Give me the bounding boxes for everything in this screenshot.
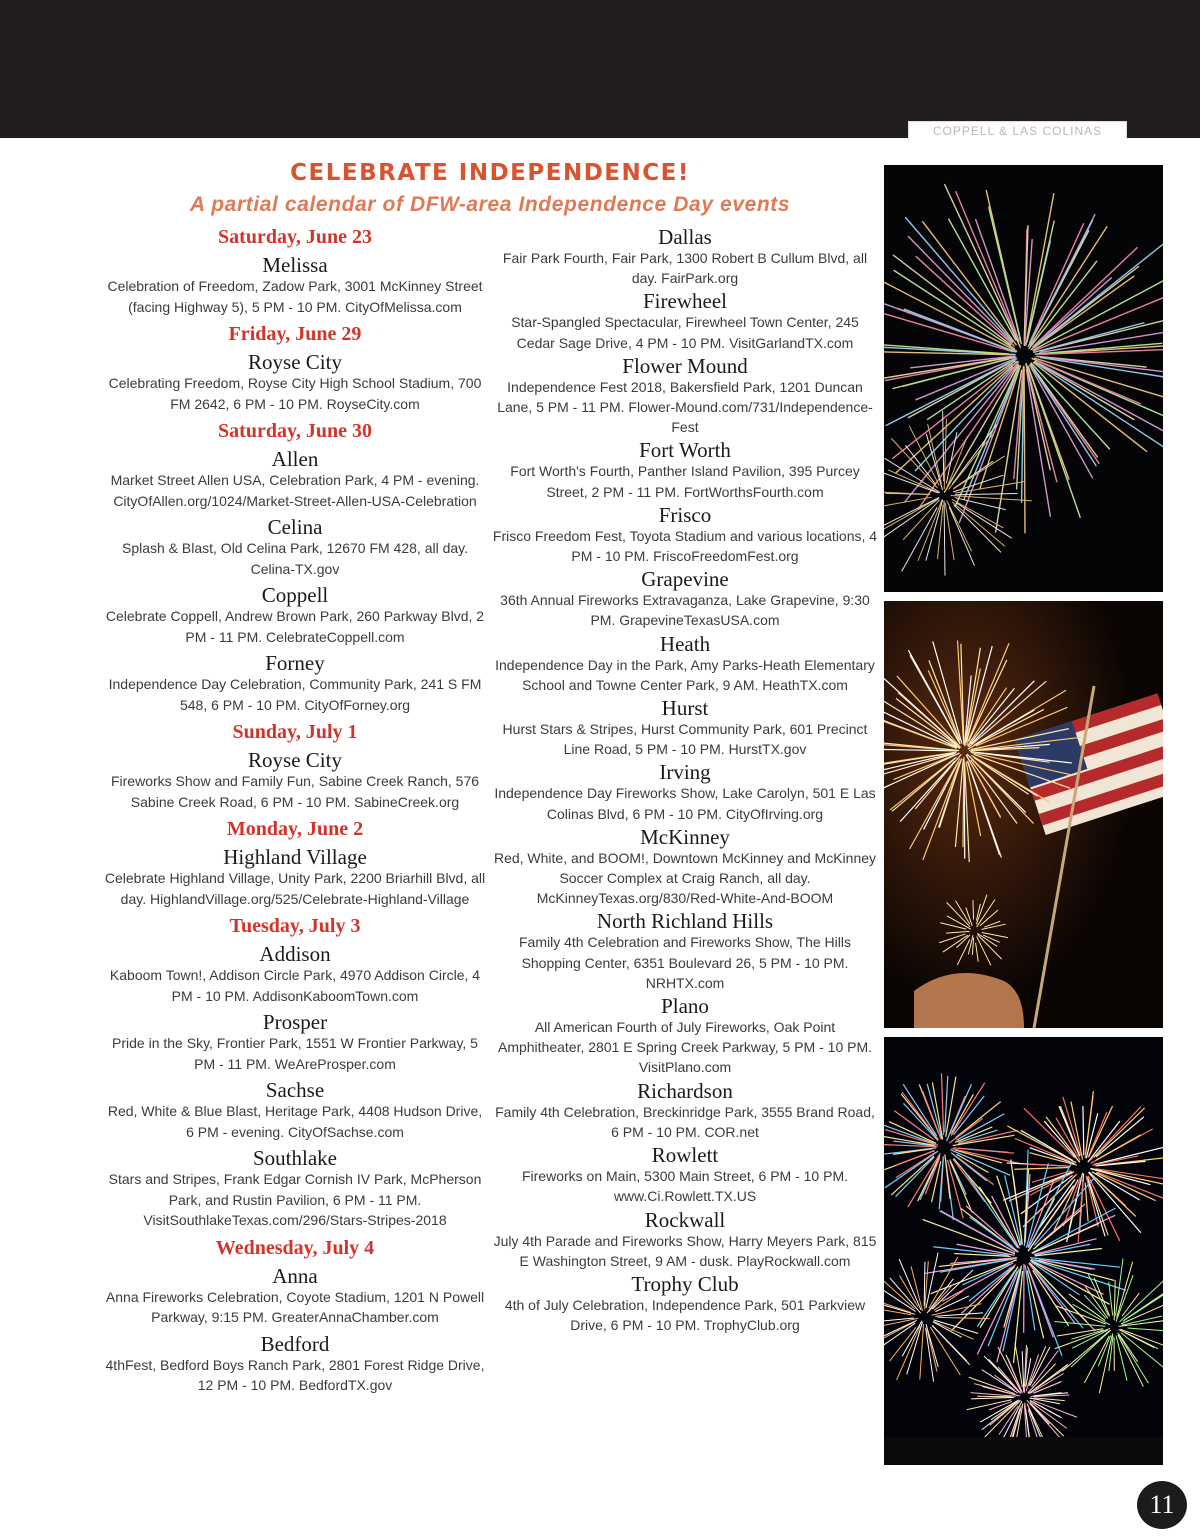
- event-city: Frisco: [658, 502, 712, 527]
- date-heading: Sunday, July 1: [232, 721, 358, 743]
- header-band: [0, 0, 1200, 138]
- event-city: North Richland Hills: [596, 909, 774, 934]
- left-event-column: [104, 225, 486, 1401]
- event-description: Independence Day in the Park, Amy Parks-Heath Elementary School and Towne Center Park, 9 AM. HeathTX.com: [495, 656, 875, 693]
- sparkler-flag-photo: [884, 601, 1163, 1028]
- event-city: Fort Worth: [639, 438, 731, 463]
- event-entry: [104, 846, 486, 909]
- page-subtitle: A partial calendar of DFW-area Independence Day events: [189, 193, 791, 216]
- event-city: Bedford: [260, 1331, 330, 1356]
- event-entry: [492, 995, 878, 1078]
- event-entry: [104, 448, 486, 511]
- event-description: Independence Day Celebration, Community Park, 241 S FM 548, 6 PM - 10 PM. CityOfForney.org: [108, 676, 482, 713]
- event-city: McKinney: [640, 824, 730, 849]
- event-description: Fireworks on Main, 5300 Main Street, 6 PM - 10 PM. www.Ci.Rowlett.TX.US: [521, 1168, 848, 1205]
- date-heading: Monday, June 2: [226, 818, 364, 840]
- event-city: Rowlett: [651, 1143, 719, 1168]
- event-city: Coppell: [261, 583, 329, 607]
- right-event-column: [492, 226, 878, 1337]
- event-description: All American Fourth of July Fireworks, Oak Point Amphitheater, 2801 E Spring Creek Parkway, 5 PM - 10 PM. VisitPlano.com: [497, 1019, 873, 1076]
- event-description: Frisco Freedom Fest, Toyota Stadium and various locations, 4 PM - 10 PM. FriscoFreedomFest.org: [492, 527, 878, 565]
- event-description: Celebration of Freedom, Zadow Park, 3001 McKinney Street (facing Highway 5), 5 PM - 10 PM. CityOfMelissa.com: [107, 278, 483, 315]
- event-city: Trophy Club: [631, 1271, 739, 1296]
- date-heading: Wednesday, July 4: [215, 1236, 375, 1259]
- event-city: Addison: [259, 942, 331, 966]
- event-entry: [492, 697, 878, 759]
- event-entry: [492, 633, 878, 695]
- event-description: Celebrate Coppell, Andrew Brown Park, 260 Parkway Blvd, 2 PM - 11 PM. CelebrateCoppell.com: [105, 608, 485, 645]
- event-city: Anna: [272, 1263, 318, 1288]
- event-city: Dallas: [658, 225, 712, 249]
- event-description: Star-Spangled Spectacular, Firewheel Town Center, 245 Cedar Sage Drive, 4 PM - 10 PM. VisitGarlandTX.com: [511, 314, 859, 351]
- event-description: 4thFest, Bedford Boys Ranch Park, 2801 Forest Ridge Drive, 12 PM - 10 PM. BedfordTX.gov: [105, 1356, 485, 1393]
- event-description: Hurst Stars & Stripes, Hurst Community Park, 601 Precinct Line Road, 5 PM - 10 PM. HurstTX.gov: [502, 721, 868, 758]
- event-description: Pride in the Sky, Frontier Park, 1551 W Frontier Parkway, 5 PM - 11 PM. WeAreProsper.com: [112, 1035, 478, 1072]
- event-entry: [104, 1265, 486, 1328]
- date-heading: Tuesday, July 3: [229, 915, 361, 937]
- event-entry: [492, 226, 878, 288]
- event-description: Fireworks Show and Family Fun, Sabine Creek Ranch, 576 Sabine Creek Road, 6 PM - 10 PM. SabineCreek.org: [110, 773, 480, 810]
- event-city: Flower Mound: [622, 353, 748, 378]
- event-city: Highland Village: [223, 845, 367, 869]
- event-description: Red, White & Blue Blast, Heritage Park, 4408 Hudson Drive, 6 PM - evening. CityOfSachse.com: [107, 1103, 483, 1140]
- event-description: Independence Day Fireworks Show, Lake Carolyn, 501 E Las Colinas Blvd, 6 PM - 10 PM. CityOfIrving.org: [494, 785, 876, 822]
- event-city: Irving: [659, 760, 711, 785]
- event-entry: [492, 761, 878, 823]
- event-description: Celebrate Highland Village, Unity Park, 2200 Briarhill Blvd, all day. HighlandVillage.org/525/Celebrate-Highland-Village: [104, 870, 486, 907]
- event-city: Heath: [659, 631, 711, 656]
- event-description: July 4th Parade and Fireworks Show, Harry Meyers Park, 815 E Washington Street, 9 AM - dusk. PlayRockwall.com: [493, 1232, 877, 1269]
- event-entry: [492, 910, 878, 993]
- page-title: CELEBRATE INDEPENDENCE!: [290, 160, 690, 186]
- event-description: Fort Worth's Fourth, Panther Island Pavilion, 395 Purcey Street, 2 PM - 11 PM. FortWorthsFourth.com: [510, 463, 860, 500]
- section-tag: COPPELL & LAS COLINAS: [908, 121, 1127, 139]
- event-entry: [492, 826, 878, 909]
- fireworks-photo: [884, 165, 1163, 592]
- event-entry: [104, 1333, 486, 1396]
- page-number: 11: [1137, 1481, 1187, 1529]
- event-city: Sachse: [265, 1078, 325, 1102]
- event-entry: [492, 439, 878, 501]
- event-city: Hurst: [661, 696, 709, 721]
- event-description: Splash & Blast, Old Celina Park, 12670 FM 428, all day. Celina-TX.gov: [121, 540, 469, 577]
- event-city: Melissa: [262, 253, 328, 277]
- event-city: Allen: [271, 447, 319, 471]
- event-description: Family 4th Celebration and Fireworks Show, The Hills Shopping Center, 6351 Boulevard 26, 5 PM - 10 PM. NRHTX.com: [519, 934, 851, 991]
- event-description: Red, White, and BOOM!, Downtown McKinney and McKinney Soccer Complex at Craig Ranch, all day. McKinneyTexas.org/830/Red-White-And-BOOM: [493, 849, 877, 907]
- event-description: Anna Fireworks Celebration, Coyote Stadium, 1201 N Powell Parkway, 9:15 PM. GreaterAnnaChamber.com: [105, 1288, 485, 1325]
- event-entry: [492, 1144, 878, 1206]
- event-city: Firewheel: [643, 289, 727, 314]
- event-entry: [104, 943, 486, 1006]
- date-heading: Friday, June 29: [228, 323, 362, 345]
- event-city: Celina: [267, 515, 323, 539]
- event-city: Southlake: [253, 1146, 337, 1170]
- event-entry: [492, 355, 878, 438]
- event-entry: [104, 1011, 486, 1074]
- event-description: Family 4th Celebration, Breckinridge Park, 3555 Brand Road, 6 PM - 10 PM. COR.net: [495, 1103, 875, 1140]
- event-entry: [104, 254, 486, 317]
- event-description: 4th of July Celebration, Independence Park, 501 Parkview Drive, 6 PM - 10 PM. TrophyClub.org: [504, 1296, 866, 1334]
- date-heading: Saturday, June 30: [218, 420, 372, 442]
- event-city: Plano: [661, 994, 709, 1019]
- event-description: Kaboom Town!, Addison Circle Park, 4970 Addison Circle, 4 PM - 10 PM. AddisonKaboomTown.com: [109, 967, 481, 1004]
- event-description: Celebrating Freedom, Royse City High School Stadium, 700 FM 2642, 6 PM - 10 PM. RoyseCity.com: [108, 375, 482, 412]
- event-city: Richardson: [637, 1078, 733, 1103]
- event-entry: [104, 516, 486, 579]
- event-entry: [492, 1209, 878, 1271]
- event-entry: [104, 1079, 486, 1142]
- event-entry: [104, 652, 486, 715]
- event-entry: [492, 504, 878, 566]
- event-description: Stars and Stripes, Frank Edgar Cornish IV Park, McPherson Park, and Rustin Pavilion, 6 PM - 11 PM. VisitSouthlakeTexas.com/296/Stars-Stripes-2018: [108, 1171, 482, 1228]
- event-city: Grapevine: [641, 567, 729, 592]
- event-description: Fair Park Fourth, Fair Park, 1300 Robert B Cullum Blvd, all day. FairPark.org: [502, 250, 868, 287]
- event-city: Forney: [265, 651, 325, 675]
- event-description: Independence Fest 2018, Bakersfield Park, 1201 Duncan Lane, 5 PM - 11 PM. Flower-Mound.com/731/Independence-Fest: [497, 378, 873, 436]
- event-city: Prosper: [262, 1010, 328, 1034]
- fireworks-display-photo: [884, 1037, 1163, 1465]
- event-entry: [104, 351, 486, 414]
- event-city: Rockwall: [644, 1207, 726, 1232]
- event-entry: [492, 1080, 878, 1142]
- event-entry: [492, 290, 878, 352]
- event-description: 36th Annual Fireworks Extravaganza, Lake Grapevine, 9:30 PM. GrapevineTexasUSA.com: [500, 592, 870, 629]
- event-entry: [492, 1273, 878, 1335]
- event-description: Market Street Allen USA, Celebration Park, 4 PM - evening. CityOfAllen.org/1024/Market-Street-Allen-USA-Celebration: [110, 472, 480, 509]
- event-city: Royse City: [248, 748, 342, 772]
- event-entry: [104, 1147, 486, 1231]
- event-entry: [104, 749, 486, 812]
- date-heading: Saturday, June 23: [218, 226, 372, 248]
- event-city: Royse City: [248, 350, 342, 374]
- event-entry: [492, 568, 878, 630]
- event-entry: [104, 584, 486, 647]
